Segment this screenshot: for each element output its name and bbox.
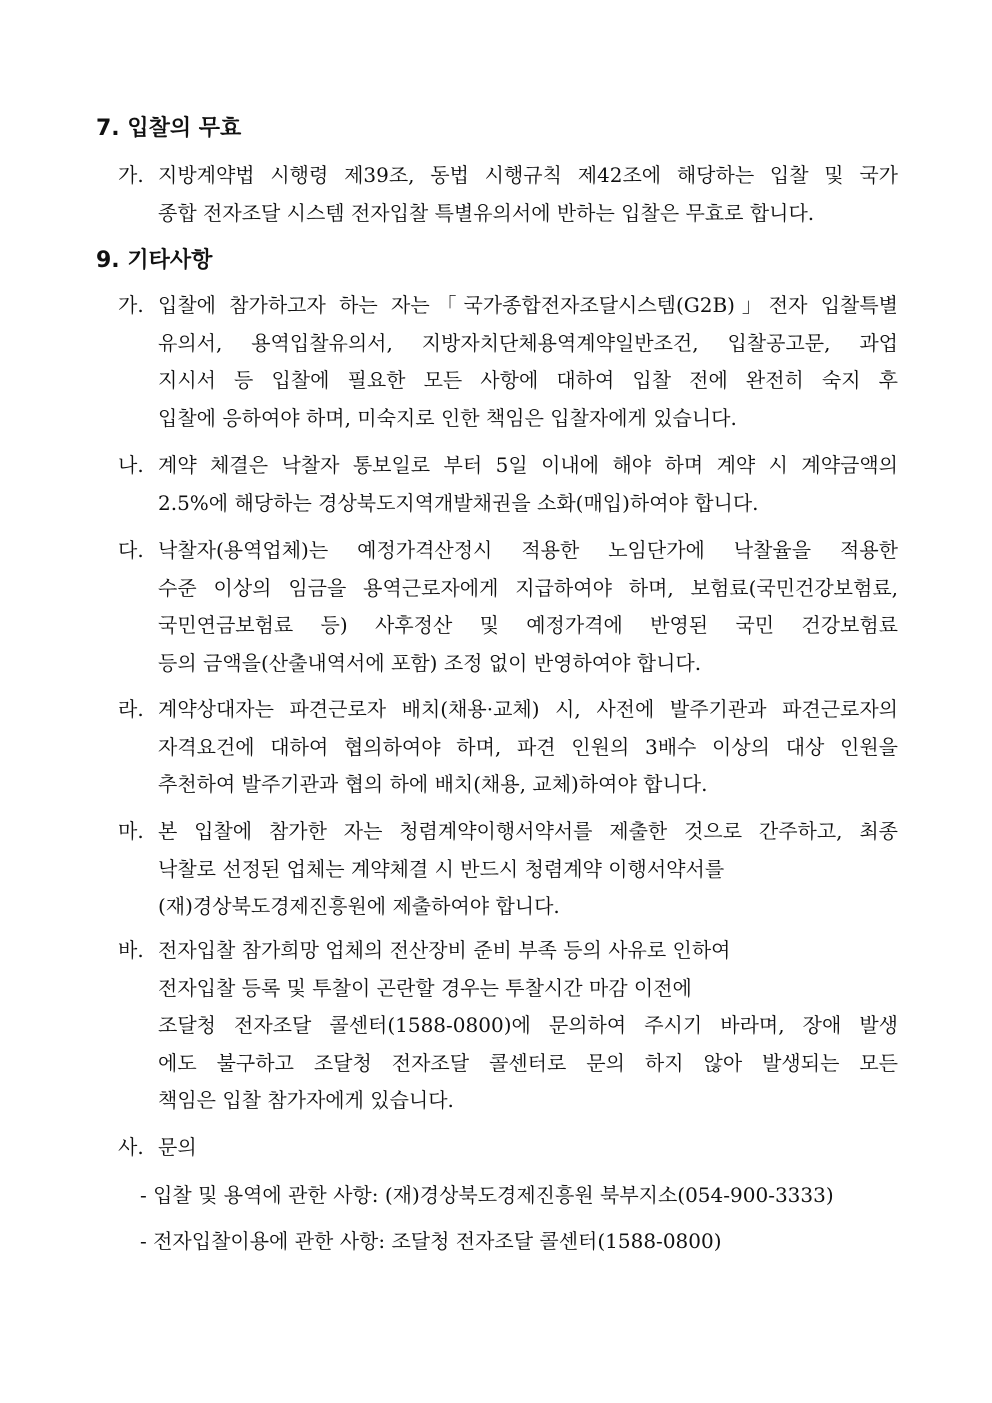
item-line: 본 입찰에 참가한 자는 청렴계약이행서약서를 제출한 것으로 간주하고, 최종 bbox=[158, 819, 898, 843]
list-item-9-ra bbox=[118, 691, 898, 804]
item-line: 계약상대자는 파견근로자 배치(채용·교체) 시, 사전에 발주기관과 파견근로자의 bbox=[158, 697, 898, 721]
list-item-9-ga bbox=[118, 287, 898, 437]
item-line: (재)경상북도경제진흥원에 제출하여야 합니다. bbox=[158, 894, 560, 918]
item-line: 책임은 입찰 참가자에게 있습니다. bbox=[158, 1088, 454, 1112]
item-line: 추천하여 발주기관과 협의 하에 배치(채용, 교체)하여야 합니다. bbox=[158, 772, 708, 796]
item-line: 유의서, 용역입찰유의서, 지방자치단체용역계약일반조건, 입찰공고문, 과업 bbox=[158, 330, 898, 355]
list-item-9-sa bbox=[118, 1129, 898, 1167]
list-item-9-ba bbox=[118, 932, 898, 1120]
item-line: 문의 bbox=[158, 1135, 197, 1159]
item-line: 에도 불구하고 조달청 전자조달 콜센터로 문의 하지 않아 발생되는 모든 bbox=[158, 1050, 898, 1075]
section-title-misc: 9. 기타사항 bbox=[96, 248, 213, 273]
item-line: 수준 이상의 임금을 용역근로자에게 지급하여야 하며, 보험료(국민건강보험료, bbox=[158, 575, 898, 600]
list-item-7-ga bbox=[118, 157, 898, 232]
item-line: 자격요건에 대하여 협의하여야 하며, 파견 인원의 3배수 이상의 대상 인원을 bbox=[158, 734, 898, 759]
item-line: 등의 금액을(산출내역서에 포함) 조정 없이 반영하여야 합니다. bbox=[158, 650, 702, 675]
item-line: 종합 전자조달 시스템 전자입찰 특별유의서에 반하는 입찰은 무효로 합니다. bbox=[158, 200, 815, 225]
item-line: 전자입찰 참가희망 업체의 전산장비 준비 부족 등의 사유로 인하여 bbox=[158, 938, 731, 962]
list-item-9-na bbox=[118, 447, 898, 522]
item-marker: 마. bbox=[118, 819, 144, 843]
item-marker: 나. bbox=[118, 453, 144, 477]
list-item-9-da bbox=[118, 532, 898, 682]
item-line: 계약 체결은 낙찰자 통보일로 부터 5일 이내에 해야 하며 계약 시 계약금액의 bbox=[158, 453, 898, 477]
inquiry-e-bid: - 전자입찰이용에 관한 사항: 조달청 전자조달 콜센터(1588-0800) bbox=[140, 1229, 722, 1253]
section-title-invalid-bid: 7. 입찰의 무효 bbox=[96, 116, 242, 141]
item-marker: 다. bbox=[118, 538, 144, 562]
item-marker: 라. bbox=[118, 697, 144, 721]
item-line: 국민연금보험료 등) 사후정산 및 예정가격에 반영된 국민 건강보험료 bbox=[158, 613, 898, 637]
item-line: 조달청 전자조달 콜센터(1588-0800)에 문의하여 주시기 바라며, 장애 발생 bbox=[158, 1013, 898, 1037]
item-marker: 사. bbox=[118, 1135, 144, 1159]
inquiry-bid-service: - 입찰 및 용역에 관한 사항: (재)경상북도경제진흥원 북부지소(054-900-3333) bbox=[140, 1183, 834, 1207]
item-line: 낙찰자(용역업체)는 예정가격산정시 적용한 노임단가에 낙찰율을 적용한 bbox=[158, 538, 898, 562]
item-marker: 가. bbox=[118, 293, 144, 317]
item-line: 입찰에 응하여야 하며, 미숙지로 인한 책임은 입찰자에게 있습니다. bbox=[158, 405, 737, 430]
item-marker: 바. bbox=[118, 938, 144, 962]
item-line: 2.5%에 해당하는 경상북도지역개발채권을 소화(매입)하여야 합니다. bbox=[158, 490, 759, 515]
item-line: 입찰에 참가하고자 하는 자는「국가종합전자조달시스템(G2B)」전자 입찰특별 bbox=[158, 293, 898, 317]
item-line: 지시서 등 입찰에 필요한 모든 사항에 대하여 입찰 전에 완전히 숙지 후 bbox=[158, 368, 898, 392]
item-marker: 가. bbox=[118, 163, 144, 187]
item-line: 전자입찰 등록 및 투찰이 곤란할 경우는 투찰시간 마감 이전에 bbox=[158, 975, 692, 1000]
item-line: 지방계약법 시행령 제39조, 동법 시행규칙 제42조에 해당하는 입찰 및 국가 bbox=[158, 163, 898, 187]
item-line: 낙찰로 선정된 업체는 계약체결 시 반드시 청렴계약 이행서약서를 bbox=[158, 856, 725, 881]
list-item-9-ma bbox=[118, 813, 898, 926]
